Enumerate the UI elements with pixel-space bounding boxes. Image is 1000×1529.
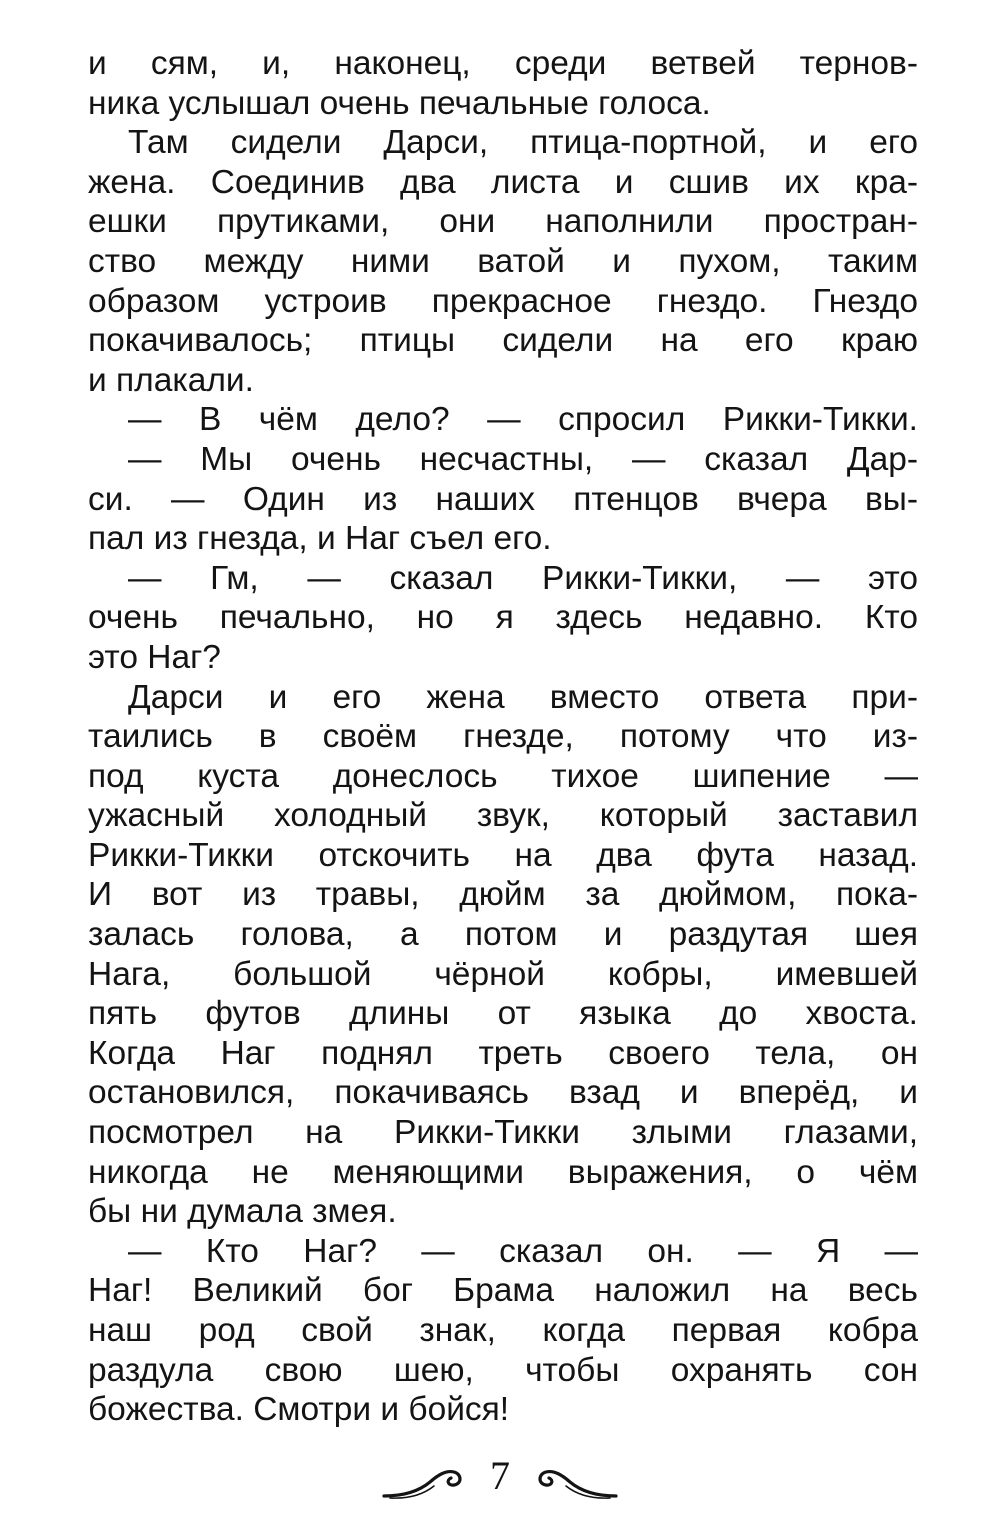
text-line: бы ни думала змея. xyxy=(88,1193,397,1231)
text-line: ство между ними ватой и пухом, таким xyxy=(88,242,918,280)
text-line: никогда не меняющими выражения, о чём xyxy=(88,1153,918,1191)
text-line: божества. Смотри и бойся! xyxy=(88,1391,510,1429)
text-line: — В чём дело? — спросил Рикки-Тикки. xyxy=(128,401,918,439)
text-line: пал из гнезда, и Наг съел его. xyxy=(88,520,552,558)
text-line: это Наг? xyxy=(88,638,221,676)
text-line: жена. Соединив два листа и сшив их кра- xyxy=(88,163,918,201)
text-line: под куста донеслось тихое шипение — xyxy=(88,757,918,795)
text-line: наш род свой знак, когда первая кобра xyxy=(88,1312,918,1349)
text-line: пять футов длины от языка до хвоста. xyxy=(88,995,918,1033)
text-line: Когда Наг поднял треть своего тела, он xyxy=(88,1034,918,1072)
text-line: — Гм, — сказал Рикки-Тикки, — это xyxy=(128,559,918,597)
text-line: и сям, и, наконец, среди ветвей тернов- xyxy=(88,45,918,82)
text-line: — Кто Наг? — сказал он. — Я — xyxy=(128,1232,918,1270)
text-line: Нага, большой чёрной кобры, имевшей xyxy=(88,955,918,993)
text-line: ужасный холодный звук, который заставил xyxy=(88,797,918,835)
page-number: 7 xyxy=(490,1453,510,1498)
text-line: си. — Один из наших птенцов вчера вы- xyxy=(88,480,918,518)
page-folio xyxy=(380,1452,620,1512)
text-line: таились в своём гнезде, потому что из- xyxy=(88,718,918,756)
text-line: Наг! Великий бог Брама наложил на весь xyxy=(88,1272,918,1310)
text-line: остановился, покачиваясь взад и вперёд, и xyxy=(88,1074,918,1112)
text-line: и плакали. xyxy=(88,361,254,399)
text-line: ника услышал очень печальные голоса. xyxy=(88,84,711,122)
text-line: Рикки-Тикки отскочить на два фута назад. xyxy=(88,836,918,874)
text-line: И вот из травы, дюйм за дюймом, пока- xyxy=(88,876,918,914)
text-line: посмотрел на Рикки-Тикки злыми глазами, xyxy=(88,1114,918,1152)
text-line: Там сидели Дарси, птица-портной, и его xyxy=(128,124,918,162)
text-line: раздула свою шею, чтобы охранять сон xyxy=(88,1351,918,1389)
text-line: очень печально, но я здесь недавно. Кто xyxy=(88,599,918,637)
text-line: образом устроив прекрасное гнездо. Гнездо xyxy=(88,282,918,320)
body-text xyxy=(88,44,918,1430)
text-line: ешки прутиками, они наполнили простран- xyxy=(88,203,918,241)
text-line: покачивалось; птицы сидели на его краю xyxy=(88,322,918,360)
text-line: Дарси и его жена вместо ответа при- xyxy=(128,678,918,716)
text-line: залась голова, а потом и раздутая шея xyxy=(88,916,918,954)
text-line: — Мы очень несчастны, — сказал Дар- xyxy=(128,440,918,478)
